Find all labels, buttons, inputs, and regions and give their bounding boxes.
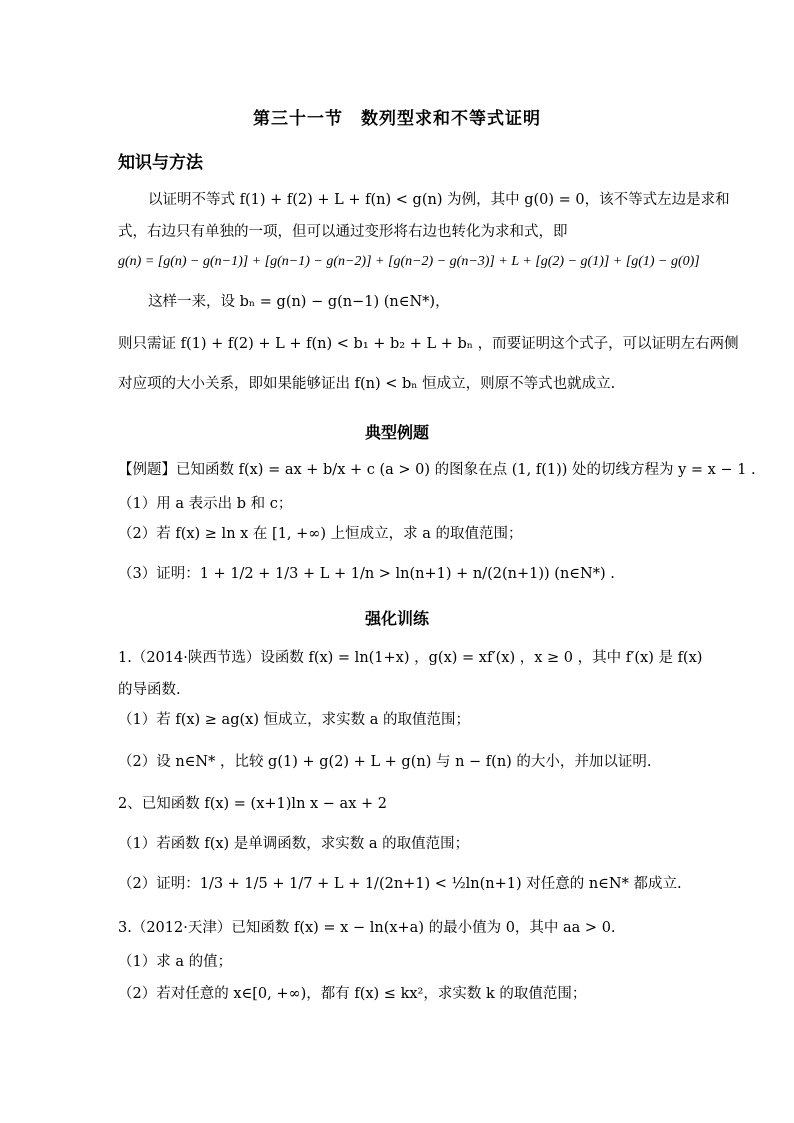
question-line: （1）若函数 f(x) 是单调函数，求实数 a 的取值范围；: [118, 836, 470, 852]
question-line: （2）若对任意的 x∈[0, +∞)，都有 f(x) ≤ kx²，求实数 k 的取值范围；: [118, 986, 587, 1002]
example-line: 【例题】已知函数 f(x) = ax + b/x + c (a > 0) 的图象在点 (1, f(1)) 处的切线方程为 y = x − 1 .: [118, 462, 756, 478]
example-line: （1）用 a 表示出 b 和 c；: [118, 496, 293, 512]
section-heading-knowledge: 知识与方法: [118, 153, 203, 173]
example-line: （3）证明：1 + 1/2 + 1/3 + L + 1/n > ln(n+1) + n/(2(n+1)) (n∈N*) .: [118, 566, 615, 582]
question-line: 2、已知函数 f(x) = (x+1)ln x − ax + 2: [118, 796, 387, 812]
example-line: （2）若 f(x) ≥ ln x 在 [1, +∞) 上恒成立，求 a 的取值范围；: [118, 526, 523, 542]
paragraph-line: 对应项的大小关系，即如果能够证出 f(n) < bₙ 恒成立，则原不等式也就成立.: [118, 376, 616, 392]
section-heading-training: 强化训练: [364, 609, 429, 628]
paragraph-line: 以证明不等式 f(1) + f(2) + L + f(n) < g(n) 为例，其中 g(0) = 0，该不等式左边是求和: [148, 192, 730, 208]
question-line: 1.（2014·陕西节选）设函数 f(x) = ln(1+x) ，g(x) = xf′(x) ，x ≥ 0 ，其中 f′(x) 是 f(x): [118, 650, 703, 666]
question-line: 3.（2012·天津）已知函数 f(x) = x − ln(x+a) 的最小值为 0，其中 aa > 0.: [118, 920, 616, 936]
formula-line: g(n) = [g(n) − g(n−1)] + [g(n−1) − g(n−2)] + [g(n−2) − g(n−3)] + L + [g(2) − g(1)] + [g(1) − g(0)]: [118, 254, 700, 269]
question-line: （1）若 f(x) ≥ ag(x) 恒成立，求实数 a 的取值范围；: [118, 712, 470, 728]
section-heading-examples: 典型例题: [364, 423, 429, 442]
paragraph-line: 式，右边只有单独的一项，但可以通过变形将右边也转化为求和式，即: [118, 224, 568, 240]
paragraph-line: 则只需证 f(1) + f(2) + L + f(n) < b₁ + b₂ + L + bₙ ，而要证明这个式子，可以证明左右两侧: [118, 336, 739, 352]
question-line: 的导函数.: [118, 682, 181, 698]
question-line: （2）证明：1/3 + 1/5 + 1/7 + L + 1/(2n+1) < ½ln(n+1) 对任意的 n∈N* 都成立.: [118, 876, 682, 892]
page-title: 第三十一节 数列型求和不等式证明: [253, 109, 541, 129]
question-line: （2）设 n∈N* ，比较 g(1) + g(2) + L + g(n) 与 n − f(n) 的大小，并加以证明.: [118, 754, 652, 770]
paragraph-line: 这样一来，设 bₙ = g(n) − g(n−1) (n∈N*)，: [148, 294, 450, 310]
question-line: （1）求 a 的值；: [118, 954, 233, 970]
